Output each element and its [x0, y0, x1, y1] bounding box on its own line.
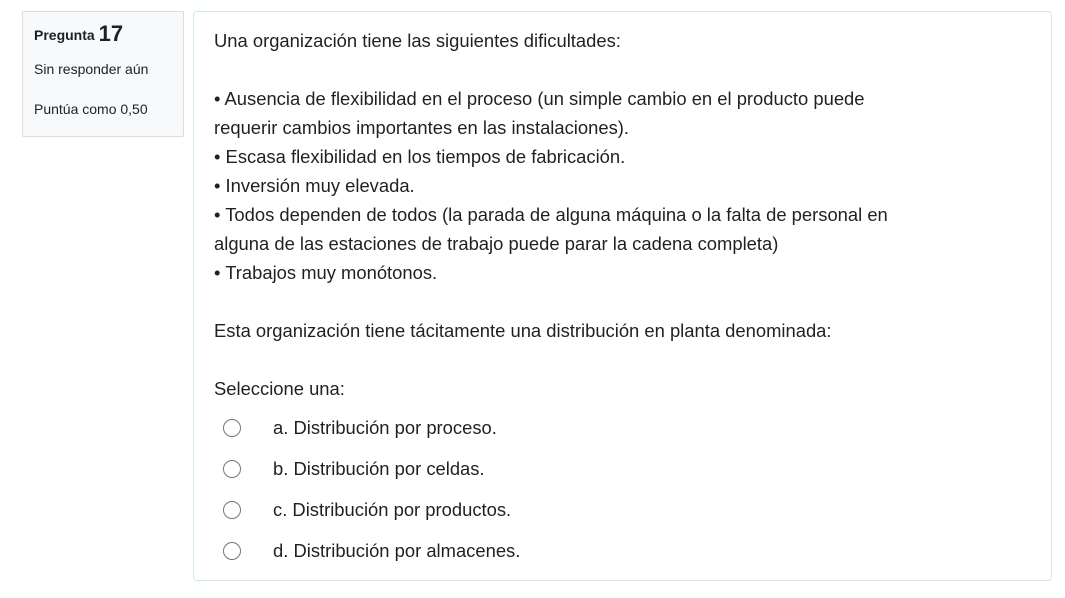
difficulty-line: • Trabajos muy monótonos.: [214, 262, 438, 283]
answer-label-c[interactable]: c. Distribución por productos.: [273, 498, 512, 520]
answer-label-d[interactable]: d. Distribución por almacenes.: [273, 539, 521, 561]
question-text: [214, 26, 1031, 345]
question-grade: Puntúa como 0,50: [34, 101, 148, 117]
difficulty-line: alguna de las estaciones de trabajo puede parar la cadena completa): [214, 233, 779, 254]
question-intro: Una organización tiene las siguientes dificultades:: [214, 30, 621, 51]
answer-prompt: Seleccione una:: [214, 378, 345, 399]
radio-button-b[interactable]: [223, 460, 241, 478]
question-info-panel: [22, 11, 184, 137]
answer-label-b[interactable]: b. Distribución por celdas.: [273, 457, 485, 479]
answer-options: [214, 407, 1031, 571]
answer-option-a[interactable]: [214, 407, 1031, 448]
question-content-panel: [193, 11, 1052, 581]
radio-button-a[interactable]: [223, 419, 241, 437]
difficulty-line: • Escasa flexibilidad en los tiempos de fabricación.: [214, 146, 626, 167]
difficulty-line: • Ausencia de flexibilidad en el proceso (un simple cambio en el producto puede: [214, 88, 865, 109]
radio-button-c[interactable]: [223, 501, 241, 519]
answer-option-c[interactable]: [214, 489, 1031, 530]
answer-option-b[interactable]: [214, 448, 1031, 489]
radio-button-d[interactable]: [223, 542, 241, 560]
question-number: 17: [98, 21, 124, 46]
question-statement: Esta organización tiene tácitamente una distribución en planta denominada:: [214, 320, 832, 341]
difficulty-line: • Todos dependen de todos (la parada de alguna máquina o la falta de personal en: [214, 204, 888, 225]
answer-label-a[interactable]: a. Distribución por proceso.: [273, 416, 497, 438]
difficulty-line: requerir cambios importantes en las instalaciones).: [214, 117, 630, 138]
answer-option-d[interactable]: [214, 530, 1031, 571]
difficulty-line: • Inversión muy elevada.: [214, 175, 415, 196]
question-number-heading: [34, 22, 172, 47]
question-label: Pregunta: [34, 27, 95, 43]
question-state: Sin responder aún: [34, 61, 149, 77]
